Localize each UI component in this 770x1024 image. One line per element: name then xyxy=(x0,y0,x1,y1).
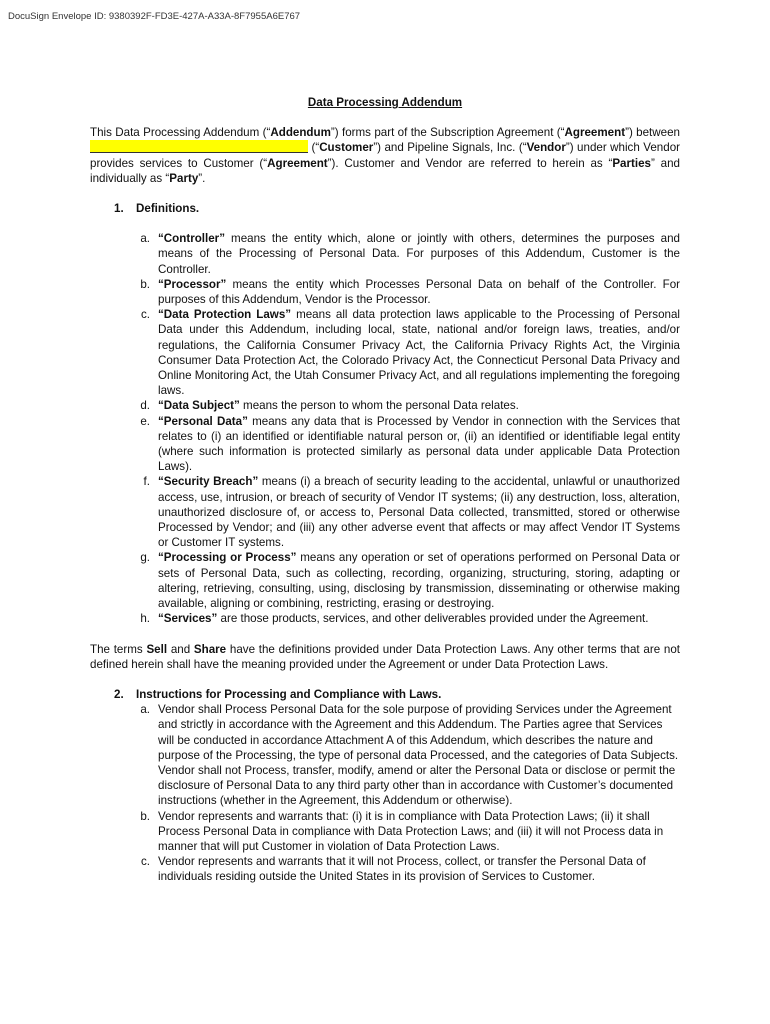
definition-text: means (i) a breach of security leading to the accidental, unlawful or unauthorized access, use, intrusion, or breach of security of Vendor IT systems; (ii) any destruction, loss, alteration, unauthorized disclosure of, or access to, Personal Data collected, transmitted, stored or otherwise Processed by Vendor; and (iii) any other adverse event that affects or may affect Vendor IT Systems or Customer IT systems. xyxy=(158,475,680,550)
item-text: Vendor represents and warrants that: (i) it is in compliance with Data Protection Laws; (ii) it shall Process Personal Data in compliance with Data Protection Laws; and (iii) it will not Process data in manner that will put Customer in violation of Data Protection Laws. xyxy=(158,809,664,853)
term-agreement: Agreement xyxy=(267,156,328,170)
item-letter: e. xyxy=(140,414,150,428)
defined-term: “Controller” xyxy=(158,232,225,246)
defined-term: “Data Protection Laws” xyxy=(158,308,292,322)
intro-text: ”) under which Vendor provides services to Customer (“ xyxy=(90,141,680,170)
item-text xyxy=(158,414,680,475)
section-title: Instructions for Processing and Compliance with Laws. xyxy=(136,687,442,701)
intro-text: ”) forms part of the Subscription Agreement (“ xyxy=(330,126,565,140)
section-number: 1. xyxy=(114,202,124,216)
item-letter: b. xyxy=(140,277,150,291)
item-text xyxy=(158,550,680,611)
intro-paragraph xyxy=(90,125,680,186)
item-letter: d. xyxy=(140,399,150,413)
item-letter: b. xyxy=(140,809,150,823)
definition-text: are those products, services, and other deliverables provided under the Agreement. xyxy=(217,612,649,626)
defined-term: “Personal Data” xyxy=(158,414,248,428)
terms-text: The terms xyxy=(90,642,147,656)
defined-term: “Data Subject” xyxy=(158,399,240,413)
definition-item xyxy=(90,231,680,277)
document-body xyxy=(90,95,680,885)
intro-text: ”). Customer and Vendor are referred to herein as “ xyxy=(327,156,613,170)
item-text: Vendor shall Process Personal Data for the sole purpose of providing Services under the Agreement and strictly in accordance with the Agreement and this Addendum. The Parties agree that Services will be conducted in accordance Attachment A of this Addendum, which describes the nature and purpose of the Processing, the type of personal data Processed, and the categories of Data Subjects. Vendor shall not Process, transfer, modify, amend or alter the Personal Data or disclose or permit the disclosure of Personal Data to any third party other than in accordance with Customer’s documented instructions (whether in the Agreement, this Addendum or otherwise). xyxy=(158,703,679,808)
item-text xyxy=(158,231,680,277)
term-agreement: Agreement xyxy=(564,126,626,140)
definition-item xyxy=(90,611,680,626)
defined-term: “Processor” xyxy=(158,277,227,291)
definition-text: means the entity which, alone or jointly with others, determines the purposes and means of the Processing of Personal Data. For purposes of this Addendum, Customer is the Controller. xyxy=(158,232,680,276)
definition-item xyxy=(90,277,680,307)
item-text: Vendor represents and warrants that it will not Process, collect, or transfer the Personal Data of individuals residing outside the United States in its provision of Services to Customer. xyxy=(158,855,646,884)
instruction-item xyxy=(90,809,680,855)
item-text xyxy=(158,398,680,413)
term-party: Party xyxy=(169,171,199,185)
terms-text: have the definitions provided under Data Protection Laws. Any other terms that are not defined herein shall have the meaning provided under the Agreement or under Data Protection Laws. xyxy=(90,642,681,671)
envelope-id: DocuSign Envelope ID: 9380392F-FD3E-427A-A33A-8F7955A6E767 xyxy=(8,11,301,22)
definition-text: means the entity which Processes Personal Data on behalf of the Controller. For purposes of this Addendum, Vendor is the Processor. xyxy=(158,277,680,307)
definition-text: means any data that is Processed by Vendor in connection with the Services that relates to (i) an identified or identifiable natural person or, (ii) an identified or identifiable legal entity (where such information is protected similarly as personal data under applicable Data Protection Laws). xyxy=(158,414,680,474)
item-letter: h. xyxy=(140,612,150,626)
definition-item xyxy=(90,398,680,413)
definition-item xyxy=(90,414,680,475)
term-share: Share xyxy=(193,642,227,656)
terms-paragraph xyxy=(90,642,680,672)
item-letter: f. xyxy=(143,475,150,489)
item-letter: a. xyxy=(140,232,150,246)
intro-text: ”) between xyxy=(625,126,680,140)
term-customer: Customer xyxy=(319,141,374,155)
section-title: Definitions. xyxy=(136,202,200,216)
item-letter: a. xyxy=(140,703,150,717)
instructions-list xyxy=(90,702,680,884)
instruction-item xyxy=(90,854,680,884)
definition-text: means all data protection laws applicable to the Processing of Personal Data under this Addendum, including local, state, national and/or foreign laws, treaties, and/or regulations, the California Consumer Privacy Act, the California Privacy Rights Act, the Virginia Consumer Data Protection Act, the Colorado Privacy Act, the Connecticut Personal Data Privacy and Online Monitoring Act, the Utah Consumer Privacy Act, and all regulations implementing the foregoing laws. xyxy=(158,308,680,398)
item-text xyxy=(158,277,680,307)
item-letter: c. xyxy=(140,855,150,869)
term-sell: Sell xyxy=(146,642,168,656)
section-2-heading xyxy=(114,687,680,702)
intro-text: ” and individually as “ xyxy=(90,156,680,185)
term-parties: Parties xyxy=(612,156,651,170)
defined-term: “Services” xyxy=(158,612,218,626)
term-addendum: Addendum xyxy=(270,126,331,140)
definitions-list xyxy=(90,231,680,626)
item-text xyxy=(158,474,680,550)
definition-text: means any operation or set of operations performed on Personal Data or sets of Personal Data, such as collecting, recording, organizing, structuring, storing, adapting or altering, retrieving, consulting, using, disclosing by transmission, disseminating or otherwise making available, aligning or combining, restricting, erasing or destroying. xyxy=(158,551,680,611)
item-text xyxy=(158,611,680,626)
item-letter: c. xyxy=(140,308,150,322)
section-2 xyxy=(90,687,680,885)
intro-text: (“ xyxy=(308,141,320,155)
instruction-item xyxy=(90,702,680,808)
definition-item xyxy=(90,307,680,398)
terms-text: and xyxy=(167,642,194,656)
defined-term: “Security Breach” xyxy=(158,475,259,489)
intro-text: ”. xyxy=(198,171,206,185)
definition-item xyxy=(90,474,680,550)
customer-name-field[interactable] xyxy=(90,140,308,153)
section-1-heading xyxy=(114,201,680,216)
definition-text: means the person to whom the personal Data relates. xyxy=(239,399,519,413)
intro-text: ”) and Pipeline Signals, Inc. (“ xyxy=(373,141,527,155)
document-title: Data Processing Addendum xyxy=(307,96,463,109)
intro-text: This Data Processing Addendum (“ xyxy=(90,126,271,140)
item-letter: g. xyxy=(140,551,150,565)
definition-item xyxy=(90,550,680,611)
item-text xyxy=(158,307,680,398)
defined-term: “Processing or Process” xyxy=(158,551,297,565)
term-vendor: Vendor xyxy=(526,141,566,155)
section-number: 2. xyxy=(114,687,124,701)
